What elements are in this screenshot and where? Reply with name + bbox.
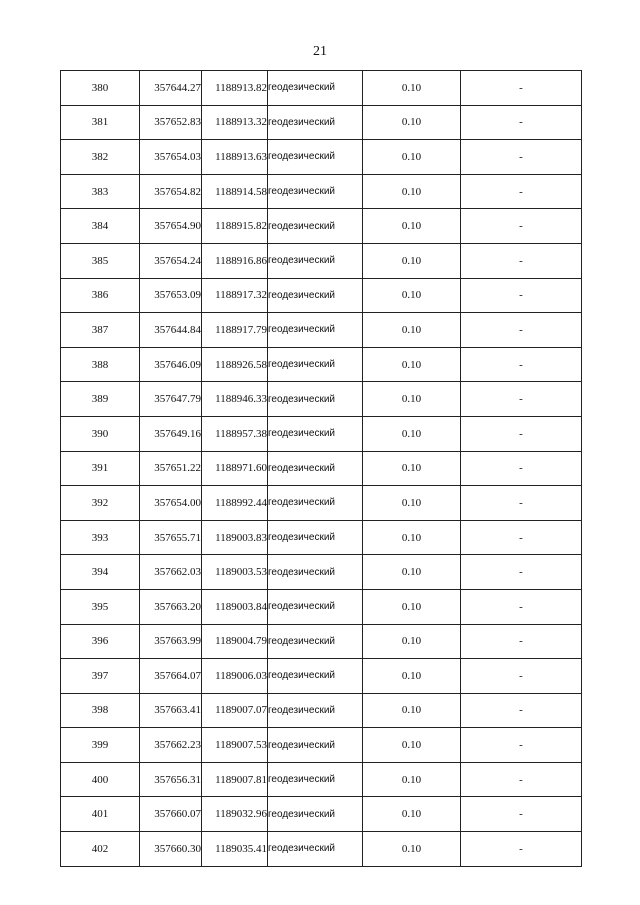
table-row [61, 555, 582, 590]
x-coordinate-cell: 357651.22 [140, 451, 202, 486]
accuracy-cell: 0.10 [363, 520, 461, 555]
table-row [61, 451, 582, 486]
table-row [61, 693, 582, 728]
x-coordinate-cell: 357644.27 [140, 71, 202, 106]
x-coordinate-cell: 357653.09 [140, 278, 202, 313]
y-coordinate-cell: 1189006.03 [202, 659, 268, 694]
method-cell: геодезический [268, 832, 363, 867]
accuracy-cell: 0.10 [363, 209, 461, 244]
accuracy-cell: 0.10 [363, 797, 461, 832]
accuracy-cell: 0.10 [363, 693, 461, 728]
x-coordinate-cell: 357644.84 [140, 313, 202, 348]
accuracy-cell: 0.10 [363, 105, 461, 140]
method-cell: геодезический [268, 140, 363, 175]
description-cell: - [461, 659, 582, 694]
x-coordinate-cell: 357654.00 [140, 486, 202, 521]
description-cell: - [461, 243, 582, 278]
coordinates-table [60, 70, 582, 867]
x-coordinate-cell: 357663.99 [140, 624, 202, 659]
y-coordinate-cell: 1189035.41 [202, 832, 268, 867]
description-cell: - [461, 832, 582, 867]
method-cell: геодезический [268, 451, 363, 486]
table-row [61, 589, 582, 624]
point-number-cell: 399 [61, 728, 140, 763]
method-cell: геодезический [268, 589, 363, 624]
y-coordinate-cell: 1189004.79 [202, 624, 268, 659]
coordinates-table-body [61, 71, 582, 867]
x-coordinate-cell: 357654.24 [140, 243, 202, 278]
accuracy-cell: 0.10 [363, 451, 461, 486]
method-cell: геодезический [268, 762, 363, 797]
accuracy-cell: 0.10 [363, 278, 461, 313]
y-coordinate-cell: 1188915.82 [202, 209, 268, 244]
accuracy-cell: 0.10 [363, 347, 461, 382]
table-row [61, 347, 582, 382]
x-coordinate-cell: 357660.30 [140, 832, 202, 867]
description-cell: - [461, 347, 582, 382]
y-coordinate-cell: 1189007.07 [202, 693, 268, 728]
point-number-cell: 383 [61, 174, 140, 209]
method-cell: геодезический [268, 174, 363, 209]
description-cell: - [461, 693, 582, 728]
table-row [61, 71, 582, 106]
point-number-cell: 395 [61, 589, 140, 624]
description-cell: - [461, 71, 582, 106]
table-row [61, 140, 582, 175]
description-cell: - [461, 728, 582, 763]
point-number-cell: 400 [61, 762, 140, 797]
point-number-cell: 382 [61, 140, 140, 175]
description-cell: - [461, 105, 582, 140]
y-coordinate-cell: 1189003.84 [202, 589, 268, 624]
y-coordinate-cell: 1188913.32 [202, 105, 268, 140]
accuracy-cell: 0.10 [363, 589, 461, 624]
accuracy-cell: 0.10 [363, 728, 461, 763]
method-cell: геодезический [268, 486, 363, 521]
table-row [61, 486, 582, 521]
method-cell: геодезический [268, 382, 363, 417]
point-number-cell: 401 [61, 797, 140, 832]
description-cell: - [461, 451, 582, 486]
method-cell: геодезический [268, 278, 363, 313]
y-coordinate-cell: 1188916.86 [202, 243, 268, 278]
table-row [61, 762, 582, 797]
accuracy-cell: 0.10 [363, 659, 461, 694]
description-cell: - [461, 797, 582, 832]
x-coordinate-cell: 357662.23 [140, 728, 202, 763]
page-number: 21 [313, 44, 327, 59]
description-cell: - [461, 520, 582, 555]
y-coordinate-cell: 1188917.79 [202, 313, 268, 348]
x-coordinate-cell: 357660.07 [140, 797, 202, 832]
description-cell: - [461, 209, 582, 244]
point-number-cell: 390 [61, 416, 140, 451]
description-cell: - [461, 174, 582, 209]
method-cell: геодезический [268, 728, 363, 763]
y-coordinate-cell: 1188913.63 [202, 140, 268, 175]
method-cell: геодезический [268, 105, 363, 140]
description-cell: - [461, 762, 582, 797]
method-cell: геодезический [268, 659, 363, 694]
point-number-cell: 389 [61, 382, 140, 417]
y-coordinate-cell: 1188917.32 [202, 278, 268, 313]
description-cell: - [461, 140, 582, 175]
table-row [61, 520, 582, 555]
table-row [61, 278, 582, 313]
method-cell: геодезический [268, 520, 363, 555]
point-number-cell: 386 [61, 278, 140, 313]
x-coordinate-cell: 357654.03 [140, 140, 202, 175]
description-cell: - [461, 416, 582, 451]
accuracy-cell: 0.10 [363, 486, 461, 521]
method-cell: геодезический [268, 243, 363, 278]
y-coordinate-cell: 1188914.58 [202, 174, 268, 209]
point-number-cell: 380 [61, 71, 140, 106]
accuracy-cell: 0.10 [363, 382, 461, 417]
y-coordinate-cell: 1188926.58 [202, 347, 268, 382]
method-cell: геодезический [268, 347, 363, 382]
point-number-cell: 384 [61, 209, 140, 244]
x-coordinate-cell: 357656.31 [140, 762, 202, 797]
y-coordinate-cell: 1189032.96 [202, 797, 268, 832]
y-coordinate-cell: 1188971.60 [202, 451, 268, 486]
description-cell: - [461, 278, 582, 313]
point-number-cell: 387 [61, 313, 140, 348]
point-number-cell: 388 [61, 347, 140, 382]
table-row [61, 624, 582, 659]
table-row [61, 209, 582, 244]
method-cell: геодезический [268, 71, 363, 106]
point-number-cell: 396 [61, 624, 140, 659]
y-coordinate-cell: 1189007.53 [202, 728, 268, 763]
table-row [61, 105, 582, 140]
accuracy-cell: 0.10 [363, 624, 461, 659]
x-coordinate-cell: 357646.09 [140, 347, 202, 382]
description-cell: - [461, 486, 582, 521]
table-row [61, 659, 582, 694]
accuracy-cell: 0.10 [363, 174, 461, 209]
table-row [61, 243, 582, 278]
method-cell: геодезический [268, 416, 363, 451]
method-cell: геодезический [268, 624, 363, 659]
method-cell: геодезический [268, 555, 363, 590]
point-number-cell: 393 [61, 520, 140, 555]
method-cell: геодезический [268, 797, 363, 832]
accuracy-cell: 0.10 [363, 555, 461, 590]
point-number-cell: 381 [61, 105, 140, 140]
accuracy-cell: 0.10 [363, 762, 461, 797]
point-number-cell: 402 [61, 832, 140, 867]
y-coordinate-cell: 1189003.53 [202, 555, 268, 590]
accuracy-cell: 0.10 [363, 71, 461, 106]
y-coordinate-cell: 1189003.83 [202, 520, 268, 555]
x-coordinate-cell: 357662.03 [140, 555, 202, 590]
y-coordinate-cell: 1189007.81 [202, 762, 268, 797]
x-coordinate-cell: 357663.41 [140, 693, 202, 728]
point-number-cell: 397 [61, 659, 140, 694]
accuracy-cell: 0.10 [363, 243, 461, 278]
method-cell: геодезический [268, 209, 363, 244]
accuracy-cell: 0.10 [363, 416, 461, 451]
table-row [61, 313, 582, 348]
table-row [61, 797, 582, 832]
method-cell: геодезический [268, 693, 363, 728]
description-cell: - [461, 624, 582, 659]
y-coordinate-cell: 1188946.33 [202, 382, 268, 417]
point-number-cell: 392 [61, 486, 140, 521]
x-coordinate-cell: 357649.16 [140, 416, 202, 451]
x-coordinate-cell: 357664.07 [140, 659, 202, 694]
accuracy-cell: 0.10 [363, 140, 461, 175]
description-cell: - [461, 382, 582, 417]
x-coordinate-cell: 357663.20 [140, 589, 202, 624]
y-coordinate-cell: 1188913.82 [202, 71, 268, 106]
accuracy-cell: 0.10 [363, 313, 461, 348]
x-coordinate-cell: 357654.90 [140, 209, 202, 244]
point-number-cell: 398 [61, 693, 140, 728]
description-cell: - [461, 555, 582, 590]
y-coordinate-cell: 1188992.44 [202, 486, 268, 521]
accuracy-cell: 0.10 [363, 832, 461, 867]
table-row [61, 382, 582, 417]
x-coordinate-cell: 357655.71 [140, 520, 202, 555]
table-row [61, 174, 582, 209]
method-cell: геодезический [268, 313, 363, 348]
x-coordinate-cell: 357647.79 [140, 382, 202, 417]
description-cell: - [461, 589, 582, 624]
table-row [61, 832, 582, 867]
y-coordinate-cell: 1188957.38 [202, 416, 268, 451]
table-row [61, 416, 582, 451]
point-number-cell: 394 [61, 555, 140, 590]
point-number-cell: 385 [61, 243, 140, 278]
point-number-cell: 391 [61, 451, 140, 486]
x-coordinate-cell: 357654.82 [140, 174, 202, 209]
description-cell: - [461, 313, 582, 348]
table-row [61, 728, 582, 763]
x-coordinate-cell: 357652.83 [140, 105, 202, 140]
